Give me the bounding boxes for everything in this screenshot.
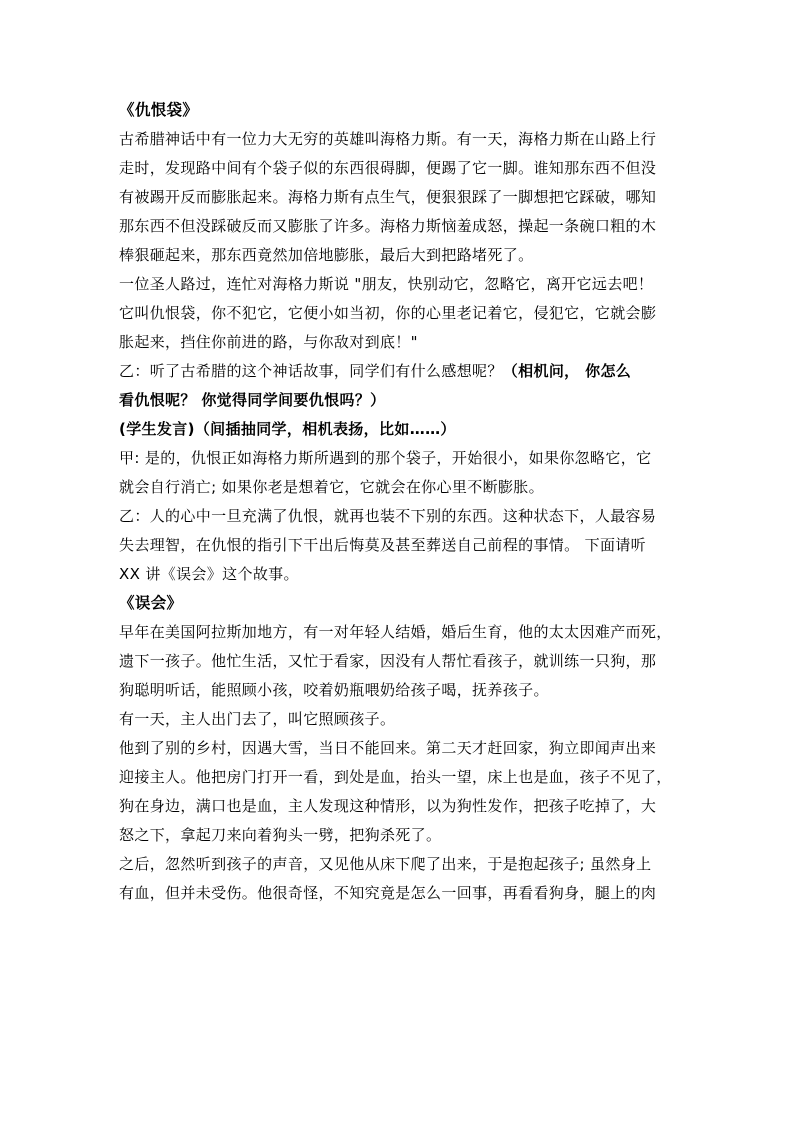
paragraph-line: 怒之下，拿起刀来向着狗头一劈，把狗杀死了。 <box>119 826 442 844</box>
prompt-note: （相机问， 你怎么 <box>502 362 632 380</box>
paragraph-line: 他到了别的乡村，因遇大雪，当日不能回来。第二天才赶回家，狗立即闻声出来 <box>119 739 657 757</box>
paragraph-line: 就会自行消亡; 如果你老是想着它，它就会在你心里不断膨胀。 <box>119 478 544 496</box>
paragraph-line: 棒狠砸起来，那东西竟然加倍地膨胀，最后大到把路堵死了。 <box>119 246 534 264</box>
story-title-hatred-bag: 《仇恨袋》 <box>119 101 199 119</box>
paragraph-line: 早年在美国阿拉斯加地方，有一对年轻人结婚，婚后生育，他的太太因难产而死， <box>119 623 672 641</box>
paragraph-line-prompt: 看仇恨呢？ 你觉得同学间要仇恨吗？） <box>119 391 386 409</box>
paragraph-line: XX 讲《误会》这个故事。 <box>119 565 299 583</box>
student-speech-note: (学生发言)（间插抽同学，相机表扬，比如……） <box>119 420 456 438</box>
paragraph-line: 走时，发现路中间有个袋子似的东西很碍脚，便踢了它一脚。谁知那东西不但没 <box>119 159 657 177</box>
paragraph-line: 乙：人的心中一旦充满了仇恨，就再也装不下别的东西。这种状态下，人最容易 <box>119 507 657 525</box>
paragraph-line: 有被踢开反而膨胀起来。海格力斯有点生气，便狠狠踩了一脚想把它踩破，哪知 <box>119 188 657 206</box>
paragraph-line-question <box>119 357 679 386</box>
paragraph-line: 古希腊神话中有一位力大无穷的英雄叫海格力斯。有一天，海格力斯在山路上行 <box>119 130 657 148</box>
paragraph-line: 一位圣人路过，连忙对海格力斯说 "朋友，快别动它，忽略它，离开它远去吧！ <box>119 275 654 293</box>
paragraph-line: 有一天，主人出门去了，叫它照顾孩子。 <box>119 710 396 728</box>
paragraph-line: 它叫仇恨袋，你不犯它，它便小如当初，你的心里老记着它，侵犯它，它就会膨 <box>119 304 657 322</box>
question-text: 乙：听了古希腊的这个神话故事，同学们有什么感想呢？ <box>119 362 503 380</box>
paragraph-line: 迎接主人。他把房门打开一看，到处是血，抬头一望，床上也是血，孩子不见了， <box>119 768 672 786</box>
paragraph-line: 狗在身边，满口也是血，主人发现这种情形，以为狗性发作，把孩子吃掉了，大 <box>119 797 657 815</box>
paragraph-line: 之后，忽然听到孩子的声音，又见他从床下爬了出来，于是抱起孩子; 虽然身上 <box>119 855 652 873</box>
story-title-misunderstanding: 《误会》 <box>119 594 183 612</box>
paragraph-line: 狗聪明听话，能照顾小孩，咬着奶瓶喂奶给孩子喝，抚养孩子。 <box>119 681 549 699</box>
paragraph-line: 有血，但并未受伤。他很奇怪，不知究竟是怎么一回事，再看看狗身，腿上的肉 <box>119 884 657 902</box>
paragraph-line: 遗下一孩子。他忙生活，又忙于看家，因没有人帮忙看孩子，就训练一只狗，那 <box>119 652 657 670</box>
paragraph-line: 胀起来，挡住你前进的路，与你敌对到底！" <box>119 333 418 351</box>
document-page <box>119 96 679 908</box>
paragraph-line: 甲: 是的，仇恨正如海格力斯所遇到的那个袋子，开始很小，如果你忽略它，它 <box>119 449 652 467</box>
paragraph-line: 失去理智，在仇恨的指引下干出后悔莫及甚至葬送自己前程的事情。 下面请听 <box>119 536 647 554</box>
paragraph-line: 那东西不但没踩破反而又膨胀了许多。海格力斯恼羞成怒，操起一条碗口粗的木 <box>119 217 657 235</box>
